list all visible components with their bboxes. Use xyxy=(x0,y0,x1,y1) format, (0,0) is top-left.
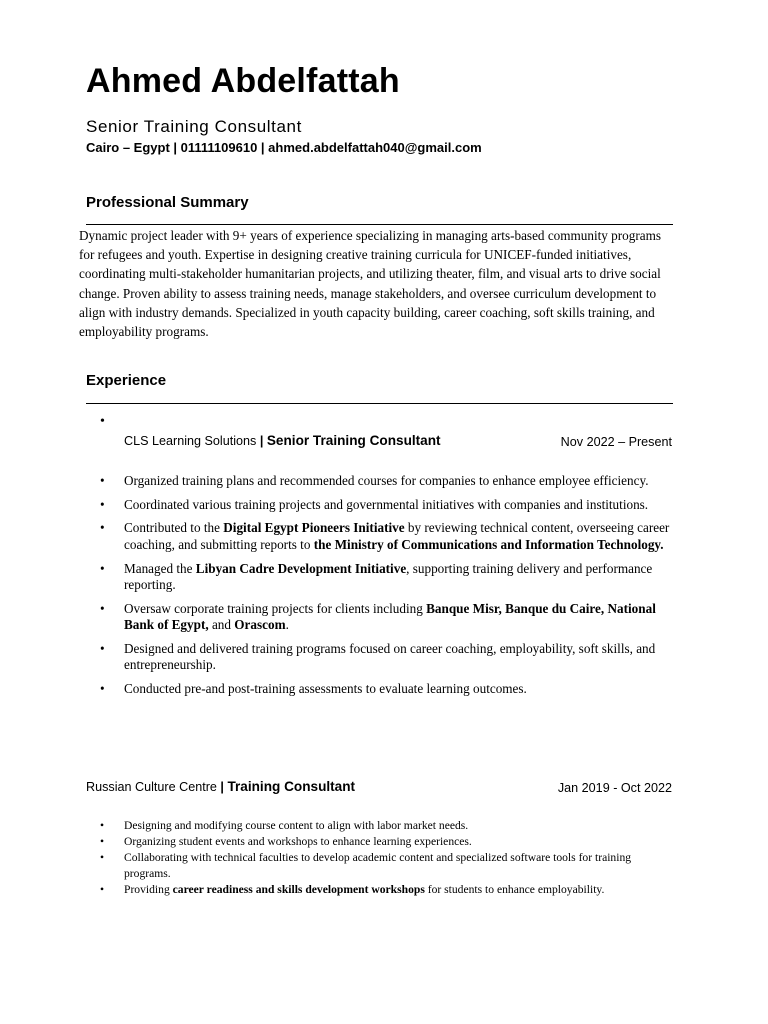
bullet-text-bold: Orascom xyxy=(234,617,286,633)
bullet-text-bold: Digital Egypt Pioneers Initiative xyxy=(223,520,405,536)
bullet-text: Providing xyxy=(124,883,173,896)
job-company: Russian Culture Centre xyxy=(86,780,217,794)
bullet-text: Designing and modifying course content to align with labor market needs. xyxy=(124,819,469,832)
bullet-text-bold: Banque Misr, Banque du Caire, National Bank of Egypt, xyxy=(124,600,656,633)
bullet-text: Contributed to the xyxy=(124,520,224,536)
job-role: Training Consultant xyxy=(227,779,356,794)
job-company: CLS Learning Solutions xyxy=(124,434,257,448)
bullet-text-bold: career readiness and skills development workshops xyxy=(172,883,425,896)
job-bullet-item xyxy=(100,473,680,489)
job-bullet-item xyxy=(100,681,680,697)
bullet-text: , supporting training delivery and performance reporting. xyxy=(124,560,653,592)
bullet-text: Managed the xyxy=(124,560,196,576)
bullet-text: by reviewing technical content, overseeing career coaching, and submitting reports to xyxy=(124,520,670,552)
summary-heading: Professional Summary xyxy=(86,194,249,211)
empty-bullet-marker: • xyxy=(100,414,105,429)
job-dates-1: Nov 2022 – Present xyxy=(560,435,672,449)
job-bullets-2 xyxy=(100,818,665,898)
bullet-text-bold: the Ministry of Communications and Information Technology. xyxy=(313,536,664,552)
bullet-text: Conducted pre-and post-training assessments to evaluate learning outcomes. xyxy=(124,680,527,696)
contact-line: Cairo – Egypt | 01111109610 | ahmed.abdelfattah040@gmail.com xyxy=(86,140,482,155)
job-bullet-item xyxy=(100,601,680,634)
job-separator: | xyxy=(259,434,264,448)
experience-heading: Experience xyxy=(86,372,167,389)
bullet-text: Oversaw corporate training projects for clients including xyxy=(124,600,427,616)
job-bullet-item xyxy=(100,641,680,674)
job-bullet-item xyxy=(100,850,665,882)
job-bullet-item xyxy=(100,497,680,513)
job-bullet-item xyxy=(100,561,680,594)
job-bullet-item xyxy=(100,818,665,834)
bullet-text: . xyxy=(285,617,289,633)
bullet-text: and xyxy=(208,617,235,633)
job-bullet-item xyxy=(100,520,680,553)
candidate-name: Ahmed Abdelfattah xyxy=(86,62,400,100)
job-role: Senior Training Consultant xyxy=(266,433,441,448)
candidate-title: Senior Training Consultant xyxy=(86,117,302,136)
job-header-2 xyxy=(86,779,355,794)
bullet-text: Coordinated various training projects and governmental initiatives with companies and institutions. xyxy=(124,496,649,512)
job-separator: | xyxy=(220,780,224,794)
experience-divider xyxy=(86,403,673,404)
job-header-1 xyxy=(124,433,441,448)
bullet-text: Collaborating with technical faculties to develop academic content and specialized software tools for training programs. xyxy=(124,851,632,880)
summary-divider xyxy=(86,224,673,225)
job-bullet-item xyxy=(100,882,665,898)
bullet-text: Designed and delivered training programs focused on career coaching, employability, soft skills, and entrepreneurship. xyxy=(124,640,656,673)
bullet-text-bold: Libyan Cadre Development Initiative xyxy=(195,560,407,576)
job-bullets-1 xyxy=(100,473,680,705)
bullet-text: Organizing student events and workshops to enhance learning experiences. xyxy=(124,835,472,848)
bullet-text: Organized training plans and recommended courses for companies to enhance employee efficiency. xyxy=(124,473,649,488)
summary-text: Dynamic project leader with 9+ years of experience specializing in managing arts-based community programs for refugees and youth. Expertise in designing creative training curricula for UNICEF-funded initiatives, coordinating multi-stakeholder humanitarian projects, and utilizing theater, film, and visual arts to drive social change. Proven ability to assess training needs, manage stakeholders, and oversee curriculum development to align with industry demands. Specialized in youth capacity building, career coaching, soft skills training, and employability programs. xyxy=(79,228,661,340)
bullet-text: for students to enhance employability. xyxy=(424,883,605,896)
job-dates-2: Jan 2019 - Oct 2022 xyxy=(557,781,672,795)
job-bullet-item xyxy=(100,834,665,850)
